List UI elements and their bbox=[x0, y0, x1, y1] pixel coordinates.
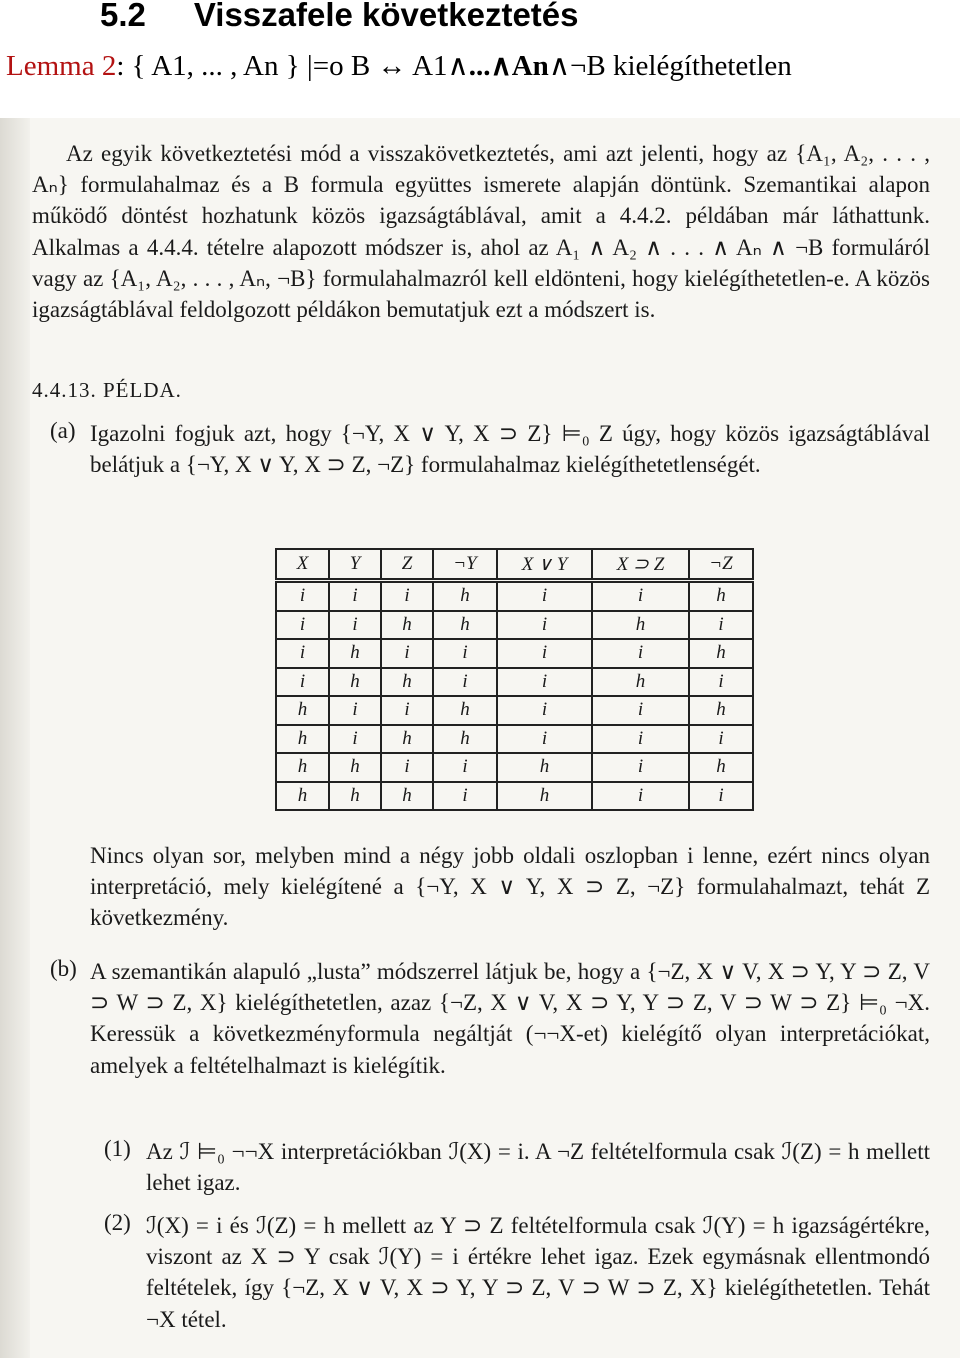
table-cell: i bbox=[592, 639, 689, 668]
table-cell: i bbox=[592, 782, 689, 811]
table-cell: h bbox=[276, 725, 329, 754]
table-cell: h bbox=[689, 639, 753, 668]
slide-header bbox=[0, 0, 960, 118]
part-a-text: Igazolni fogjuk azt, hogy {¬Y, X ∨ Y, X ⊃ Z} ⊨₀ Z úgy, hogy közös igazságtáblával belátjuk a {¬Y, X ∨ Y, X ⊃ Z, ¬Z} formulahalmaz kielégíthetetlenségét. bbox=[90, 421, 930, 478]
table-cell: h bbox=[329, 753, 381, 782]
table-cell: h bbox=[329, 668, 381, 697]
table-cell: h bbox=[381, 782, 433, 811]
table-cell: h bbox=[497, 782, 592, 811]
table-cell: i bbox=[497, 639, 592, 668]
table-cell: i bbox=[433, 639, 497, 668]
section-title-text: Visszafele következtetés bbox=[193, 0, 579, 33]
table-cell: i bbox=[497, 696, 592, 725]
truth-table bbox=[275, 548, 754, 811]
table-row bbox=[276, 753, 753, 782]
step-1-text: Az ℐ ⊨₀ ¬¬X interpretációkban ℐ(X) = i. A ¬Z feltételformula csak ℐ(Z) = h mellett lehet igaz. bbox=[146, 1139, 930, 1196]
table-row bbox=[276, 782, 753, 811]
table-cell: h bbox=[592, 611, 689, 640]
table-cell: i bbox=[381, 753, 433, 782]
lemma-formula-bold: ...∧An bbox=[468, 50, 549, 82]
lemma-colon: : bbox=[116, 50, 125, 82]
step-2-number: (2) bbox=[104, 1210, 131, 1235]
table-cell: i bbox=[592, 725, 689, 754]
table-row bbox=[276, 639, 753, 668]
table-cell: h bbox=[592, 668, 689, 697]
step-2-text: ℐ(X) = i és ℐ(Z) = h mellett az Y ⊃ Z feltételformula csak ℐ(Y) = h igazságértékre, viszont az X ⊃ Y csak ℐ(Y) = i értékre lehet igaz. Ezek egymásnak ellentmondó feltételek, így {¬Z, X ∨ V, X ⊃ Y, Y ⊃ Z, V ⊃ W ⊃ Z, X} kielégíthetetlen. Tehát ¬X tétel. bbox=[146, 1213, 930, 1332]
header-cell: ¬Z bbox=[689, 549, 753, 581]
header-cell: X ∨ Y bbox=[497, 549, 592, 581]
example-number: 4.4.13. PÉLDA. bbox=[32, 378, 182, 402]
page-shadow-edge bbox=[0, 118, 30, 1358]
table-cell: h bbox=[381, 668, 433, 697]
header-cell: Z bbox=[381, 549, 433, 581]
table-cell: i bbox=[689, 782, 753, 811]
header-cell: X bbox=[276, 549, 329, 581]
table-row bbox=[276, 581, 753, 611]
section-number: 5.2 bbox=[100, 0, 146, 33]
table-row bbox=[276, 696, 753, 725]
part-b-text: A szemantikán alapuló „lusta” módszerrel látjuk be, hogy a {¬Z, X ∨ V, X ⊃ Y, Y ⊃ Z, V ⊃ W ⊃ Z, X} kielégíthetetlen, azaz {¬Z, X ∨ V, X ⊃ Y, Y ⊃ Z, V ⊃ W ⊃ Z} ⊨₀ ¬X. Keressük a következményformula negáltját (¬¬X-et) kielégítő olyan interpretációkat, amelyek a feltételhalmazt is kielégítik. bbox=[90, 959, 930, 1078]
intro-paragraph: Az egyik következtetési mód a visszakövetkeztetés, ami azt jelenti, hogy az {A₁, A₂, . . . , Aₙ} formulahalmaz és a B formula együttes ismerete alapján döntünk. Szemantikai alapon működő döntést hozhatunk közös igazságtáblával, amit a 4.4.2. példában már láthattunk. Alkalmas a 4.4.4. tételre alapozott módszer is, ahol az A₁ ∧ A₂ ∧ . . . ∧ Aₙ ∧ ¬B formuláról vagy az {A₁, A₂, . . . , Aₙ, ¬B} formulahalmazról kell eldönteni, hogy kielégíthetetlen-e. A közös igazságtáblával feldolgozott példákon bemutatjuk ezt a módszert is. bbox=[32, 141, 930, 323]
table-cell: h bbox=[497, 753, 592, 782]
table-cell: i bbox=[689, 611, 753, 640]
table-cell: i bbox=[381, 696, 433, 725]
table-cell: i bbox=[689, 725, 753, 754]
table-cell: i bbox=[276, 611, 329, 640]
table-cell: h bbox=[276, 782, 329, 811]
table-cell: h bbox=[381, 611, 433, 640]
table-cell: h bbox=[433, 696, 497, 725]
table-cell: i bbox=[329, 581, 381, 611]
table-cell: i bbox=[329, 725, 381, 754]
table-cell: i bbox=[381, 639, 433, 668]
table-cell: i bbox=[433, 753, 497, 782]
section-title bbox=[100, 0, 579, 34]
table-cell: i bbox=[592, 753, 689, 782]
lemma-formula-part-a: { A1, ... , An } |=o B ↔ A1∧ bbox=[124, 50, 469, 82]
table-cell: i bbox=[276, 639, 329, 668]
table-cell: h bbox=[433, 581, 497, 611]
step-1-number: (1) bbox=[104, 1136, 131, 1161]
header-cell: Y bbox=[329, 549, 381, 581]
scanned-page bbox=[0, 118, 960, 1358]
header-cell: X ⊃ Z bbox=[592, 549, 689, 581]
lemma-statement bbox=[6, 48, 792, 83]
table-conclusion: Nincs olyan sor, melyben mind a négy jobb oldali oszlopban i lenne, ezért nincs olyan interpretáció, mely kielégítené a {¬Y, X ∨ Y, X ⊃ Z, ¬Z} formulahalmazt, tehát Z következmény. bbox=[90, 843, 930, 931]
table-cell: h bbox=[689, 753, 753, 782]
table-cell: i bbox=[433, 782, 497, 811]
table-cell: h bbox=[276, 753, 329, 782]
table-cell: i bbox=[381, 581, 433, 611]
table-row bbox=[276, 725, 753, 754]
table-cell: h bbox=[276, 696, 329, 725]
table-cell: h bbox=[329, 782, 381, 811]
table-cell: i bbox=[689, 668, 753, 697]
truth-table-header-row bbox=[276, 549, 753, 581]
table-cell: h bbox=[433, 611, 497, 640]
part-a-letter: (a) bbox=[50, 418, 76, 443]
table-cell: i bbox=[329, 611, 381, 640]
table-row bbox=[276, 668, 753, 697]
part-b-letter: (b) bbox=[50, 956, 77, 981]
table-cell: h bbox=[381, 725, 433, 754]
table-cell: i bbox=[497, 581, 592, 611]
table-cell: i bbox=[497, 668, 592, 697]
table-cell: i bbox=[276, 581, 329, 611]
table-cell: i bbox=[592, 581, 689, 611]
lemma-formula-part-b: ∧¬B kielégíthetetlen bbox=[548, 50, 792, 82]
header-cell: ¬Y bbox=[433, 549, 497, 581]
table-cell: h bbox=[689, 581, 753, 611]
table-cell: h bbox=[329, 639, 381, 668]
table-cell: h bbox=[689, 696, 753, 725]
table-cell: i bbox=[433, 668, 497, 697]
table-cell: i bbox=[329, 696, 381, 725]
table-cell: i bbox=[276, 668, 329, 697]
table-cell: i bbox=[592, 696, 689, 725]
lemma-label: Lemma 2 bbox=[6, 50, 117, 82]
table-cell: h bbox=[433, 725, 497, 754]
table-cell: i bbox=[497, 725, 592, 754]
table-cell: i bbox=[497, 611, 592, 640]
table-row bbox=[276, 611, 753, 640]
